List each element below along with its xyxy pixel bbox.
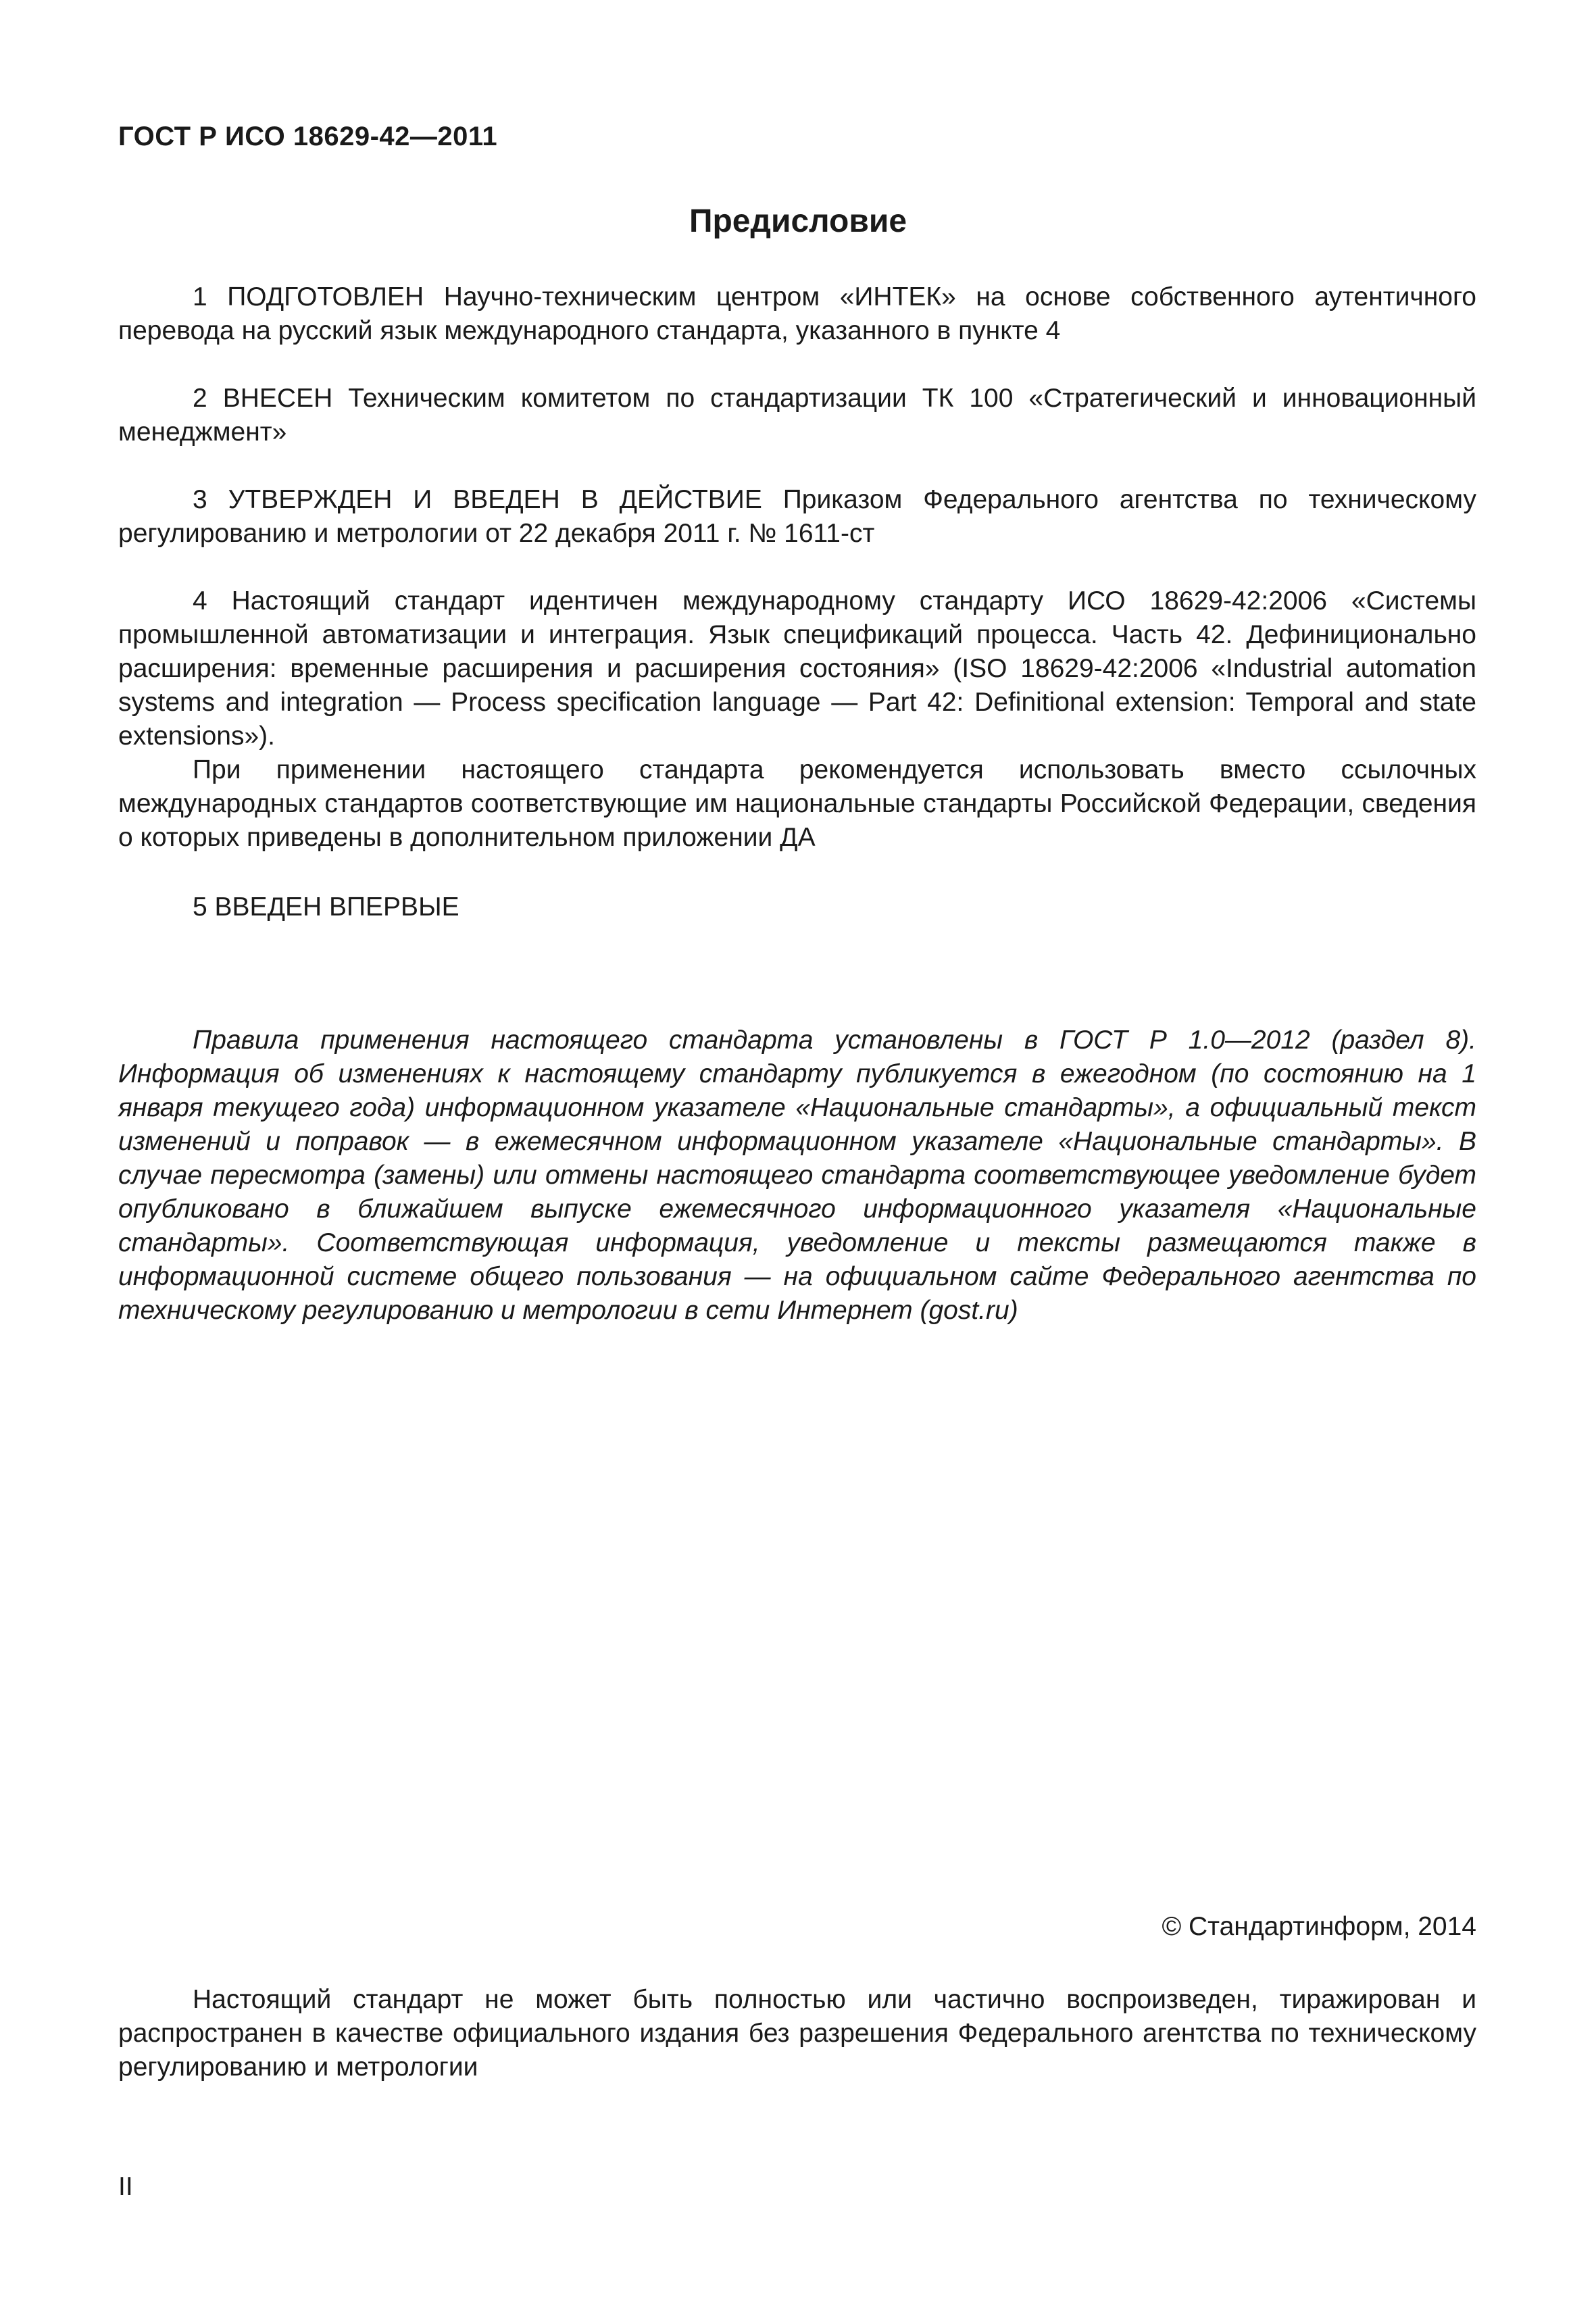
rules-note-text: Правила применения настоящего стандарта установлены в ГОСТ Р 1.0—2012 (раздел 8). Информация об изменениях к настоящему стандарту публикуется в ежегодном (по состоянию на 1 января текущего года) информационном указателе «Национальные стандарты», а официальный текст изменений и поправок — в ежемесячном информационном указателе «Национальные стандарты». В случае пересмотра (замены) или отмены настоящего стандарта соответствующее уведомление будет опубликовано в ближайшем выпуске ежемесячного информационного указателя «Национальные стандарты». Соответствующая информация, уведомление и тексты размещаются также в информационной системе общего пользования — на официальном сайте Федерального агентства по техническому регулированию и метрологии в сети Интернет (gost.ru) — [118, 1026, 1476, 1325]
reproduction-notice — [118, 1983, 1476, 2084]
foreword-item-1 — [118, 280, 1476, 348]
foreword-item-2 — [118, 382, 1476, 449]
foreword-item-5 — [118, 890, 1476, 924]
foreword-item-3 — [118, 483, 1476, 551]
foreword-paragraph-2: 2 ВНЕСЕН Техническим комитетом по стандартизации ТК 100 «Стратегический и инновационный менеджмент» — [118, 384, 1476, 447]
foreword-paragraph-5: 5 ВВЕДЕН ВПЕРВЫЕ — [193, 892, 459, 922]
foreword-paragraph-4: 4 Настоящий стандарт идентичен международному стандарту ИСО 18629-42:2006 «Системы промышленной автоматизации и интеграция. Язык спецификаций процесса. Часть 42. Дефиниционально расширения: временные расширения и расширения состояния» (ISO 18629-42:2006 «Industrial automation systems and integration — Process specification language — Part 42: Definitional extension: Temporal and state extensions»). — [118, 586, 1476, 751]
page-title: Предисловие — [689, 203, 907, 239]
foreword-paragraph-1: 1 ПОДГОТОВЛЕН Научно-техническим центром «ИНТЕК» на основе собственного аутентичного перевода на русский язык международного стандарта, указанного в пункте 4 — [118, 282, 1476, 345]
reproduction-notice-text: Настоящий стандарт не может быть полностью или частично воспроизведен, тиражирован и распространен в качестве официального издания без разрешения Федерального агентства по техническому регулированию и метрологии — [118, 1985, 1476, 2082]
copyright-line: © Стандартинформ, 2014 — [1162, 1912, 1476, 1941]
foreword-paragraph-4b: При применении настоящего стандарта рекомендуется использовать вместо ссылочных международных стандартов соответствующие им национальные стандарты Российской Федерации, сведения о которых приведены в дополнительном приложении ДА — [118, 755, 1476, 852]
foreword-item-4 — [118, 584, 1476, 855]
page-number: II — [118, 2172, 133, 2201]
foreword-paragraph-3: 3 УТВЕРЖДЕН И ВВЕДЕН В ДЕЙСТВИЕ Приказом Федерального агентства по техническому регулированию и метрологии от 22 декабря 2011 г. № 1611-ст — [118, 485, 1476, 548]
document-code: ГОСТ Р ИСО 18629-42—2011 — [118, 122, 498, 151]
rules-note — [118, 1024, 1476, 1328]
